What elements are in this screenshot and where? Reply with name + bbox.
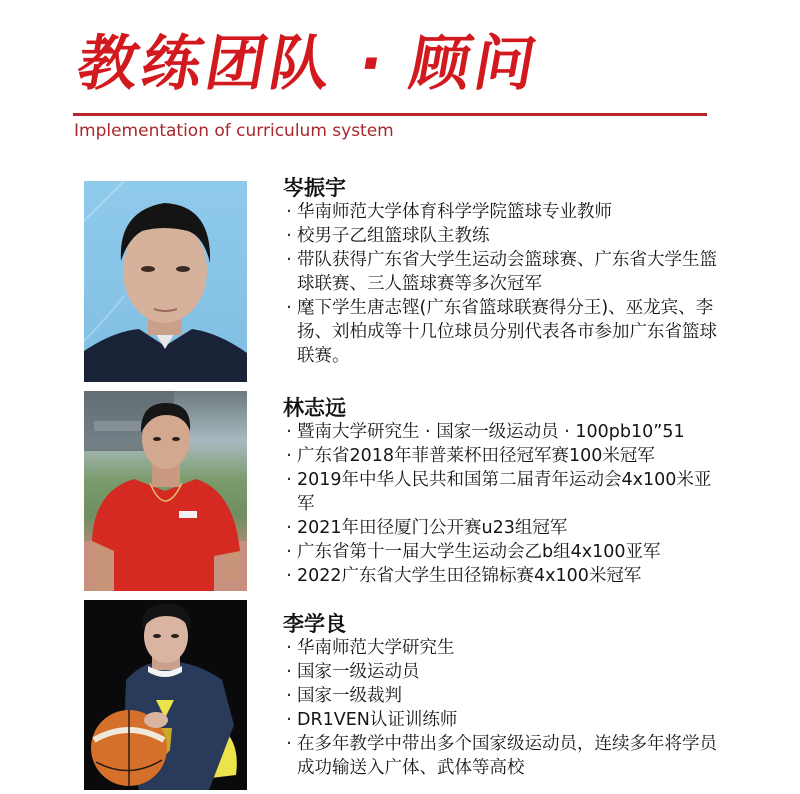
credential-item: · 华南师范大学研究生: [283, 636, 723, 660]
page-subtitle: Implementation of curriculum system: [74, 121, 394, 141]
credential-item: · 2021年田径厦门公开赛u23组冠军: [283, 516, 723, 540]
coach-credentials-list: [283, 200, 723, 368]
coach-info: [283, 396, 723, 588]
bullet-icon: ·: [286, 638, 292, 658]
bullet-icon: ·: [286, 566, 292, 586]
page-title: 教练团队 · 顾问: [72, 29, 546, 99]
portrait-illustration-icon: [84, 391, 247, 591]
coach-name: 岑振宇: [283, 176, 346, 200]
bullet-icon: ·: [286, 226, 292, 246]
coach-info: [283, 176, 723, 368]
credential-item: · 2019年中华人民共和国第二届青年运动会4x100米亚军: [283, 468, 723, 516]
credential-item: · 国家一级裁判: [283, 684, 723, 708]
bullet-icon: ·: [286, 542, 292, 562]
coach-credentials-list: [283, 636, 723, 780]
bullet-icon: ·: [286, 710, 292, 730]
bullet-icon: ·: [286, 422, 292, 442]
credential-item: · 在多年教学中带出多个国家级运动员，连续多年将学员成功输送入广体、武体等高校: [283, 732, 723, 780]
coach-photo: [84, 181, 247, 382]
bullet-icon: ·: [286, 298, 292, 318]
portrait-illustration-icon: [84, 181, 247, 382]
header-divider: [73, 113, 707, 116]
credential-item: · 带队获得广东省大学生运动会篮球赛、广东省大学生篮球联赛、三人篮球赛等多次冠军: [283, 248, 723, 296]
portrait-illustration-icon: [84, 600, 247, 790]
bullet-icon: ·: [286, 734, 292, 754]
credential-item: · 广东省第十一届大学生运动会乙b组4x100亚军: [283, 540, 723, 564]
credential-item: · 广东省2018年菲普莱杯田径冠军赛100米冠军: [283, 444, 723, 468]
bullet-icon: ·: [286, 686, 292, 706]
coach-name: 林志远: [283, 396, 346, 420]
bullet-icon: ·: [286, 250, 292, 270]
credential-item: · 国家一级运动员: [283, 660, 723, 684]
coach-credentials-list: [283, 420, 723, 588]
bullet-icon: ·: [286, 446, 292, 466]
credential-item: · 校男子乙组篮球队主教练: [283, 224, 723, 248]
bullet-icon: ·: [286, 470, 292, 490]
credential-item: · 暨南大学研究生 · 国家一级运动员 · 100pb10”51: [283, 420, 723, 444]
credential-item: · 麾下学生唐志铿(广东省篮球联赛得分王)、巫龙宾、李扬、刘柏成等十几位球员分别代表各市参加广东省篮球联赛。: [283, 296, 723, 368]
bullet-icon: ·: [286, 518, 292, 538]
coach-photo: [84, 391, 247, 591]
bullet-icon: ·: [286, 202, 292, 222]
credential-item: · 华南师范大学体育科学学院篮球专业教师: [283, 200, 723, 224]
credential-item: · 2022广东省大学生田径锦标赛4x100米冠军: [283, 564, 723, 588]
credential-item: · DR1VEN认证训练师: [283, 708, 723, 732]
bullet-icon: ·: [286, 662, 292, 682]
coach-photo: [84, 600, 247, 790]
coach-info: [283, 612, 723, 780]
coach-name: 李学良: [283, 612, 346, 636]
